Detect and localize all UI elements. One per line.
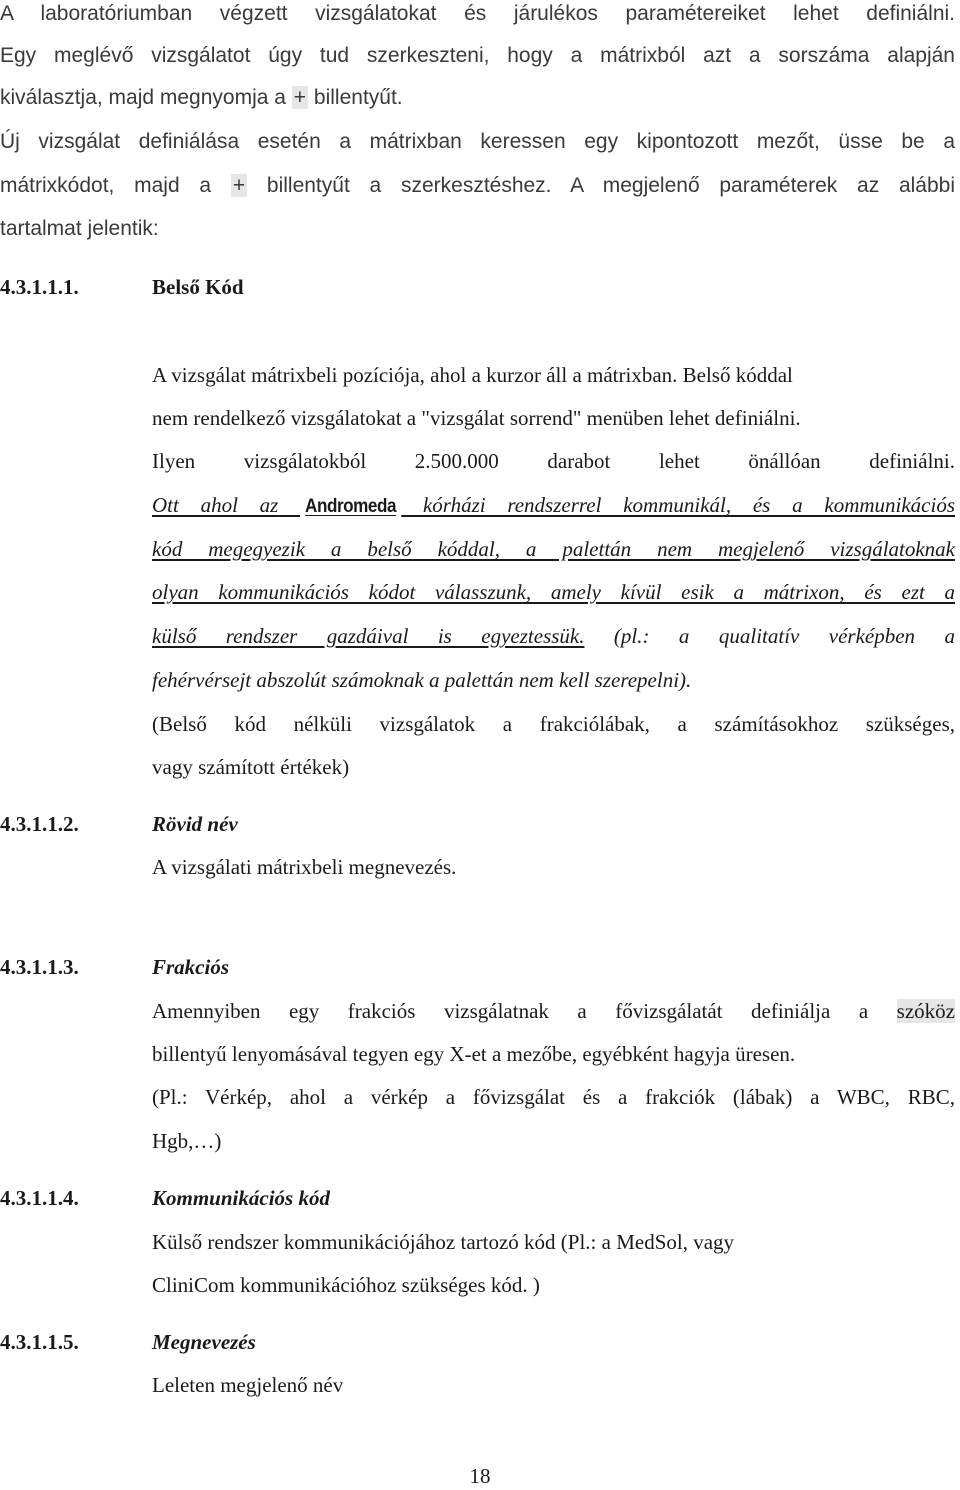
s1-line-3: Ilyen vizsgálatokból 2.500.000 darabot lehet önállóan definiálni. [152,449,955,473]
plus-key: + [293,86,307,109]
section-5-title: Megnevezés [152,1330,256,1354]
s3-line-1-text: Amennyiben egy frakciós vizsgálatnak a fővizsgálatát definiálja a [152,999,869,1023]
intro-line-4: Új vizsgálat definiálása esetén a mátrixban keressen egy kipontozott mezőt, üsse be a [0,130,955,153]
andromeda-brand: Andromeda [305,496,397,517]
section-4-title: Kommunikációs kód [152,1186,330,1210]
s1-line-1: A vizsgálat mátrixbeli pozíciója, ahol a kurzor áll a mátrixban. Belső kóddal [152,363,793,387]
intro-line-1: A laboratóriumban végzett vizsgálatokat és járulékos paramétereiket lehet definiálni. [0,2,955,25]
section-5-number: 4.3.1.1.5. [0,1330,79,1354]
s3-line-4: Hgb,…) [152,1129,222,1153]
s1-line-9: (Belső kód nélküli vizsgálatok a frakciólábak, a számításokhoz szükséges, [152,712,955,736]
s1-line-7-underlined: külső rendszer gazdáival is egyeztessük. [152,624,585,648]
section-4-number: 4.3.1.1.4. [0,1186,79,1210]
s1-line-7 [152,622,955,650]
section-3-number: 4.3.1.1.3. [0,955,79,979]
intro-line-3-text: kiválasztja, majd megnyomja a [0,86,286,109]
s4-line-1: Külső rendszer kommunikációjához tartozó kód (Pl.: a MedSol, vagy [152,1230,735,1254]
section-2-title: Rövid név [152,812,238,836]
section-3-title: Frakciós [152,955,230,979]
s1-line-8: fehérvérsejt abszolút számoknak a palettán nem kell szerepelni). [152,668,692,692]
s1-line-2: nem rendelkező vizsgálatokat a "vizsgálat sorrend" menüben lehet definiálni. [152,406,801,430]
s3-line-2: billentyű lenyomásával tegyen egy X-et a mezőbe, egyébként hagyja üresen. [152,1042,796,1066]
space-key: szóköz [896,999,955,1023]
s1-line-10: vagy számított értékek) [152,755,350,779]
intro-line-5 [0,172,955,200]
s1-line-4-text: Ott ahol az [152,493,279,517]
s3-line-3: (Pl.: Vérkép, ahol a vérkép a fővizsgálat és a frakciók (lábak) a WBC, RBC, [152,1085,955,1109]
s2-line-1: A vizsgálati mátrixbeli megnevezés. [152,855,457,879]
section-1-title: Belső Kód [152,275,244,299]
intro-line-5-end: billentyűt a szerkesztéshez. A megjelenő paraméterek az alábbi [266,174,955,197]
s1-line-7-end: (pl.: a qualitatív vérképben a [613,624,955,648]
section-1-number: 4.3.1.1.1. [0,275,79,299]
plus-key-2: + [232,174,246,197]
s4-line-2: CliniCom kommunikációhoz szükséges kód. ) [152,1273,540,1297]
s3-line-1 [152,997,955,1025]
intro-line-6: tartalmat jelentik: [0,217,159,240]
intro-line-3-end: billentyűt. [313,86,403,109]
intro-line-2: Egy meglévő vizsgálatot úgy tud szerkeszteni, hogy a mátrixból azt a sorszáma alapján [0,44,955,67]
intro-line-5-text: mátrixkódot, majd a [0,174,212,197]
s1-line-4 [152,491,955,521]
s1-line-6: olyan kommunikációs kódot válasszunk, amely kívül esik a mátrixon, és ezt a [152,580,955,604]
page-number: 18 [469,1464,491,1488]
s5-line-1: Leleten megjelenő név [152,1373,344,1397]
intro-line-3 [0,84,403,112]
s1-line-4-end: kórházi rendszerrel kommunikál, és a kommunikációs [422,493,956,517]
s1-line-5: kód megegyezik a belső kóddal, a palettán nem megjelenő vizsgálatoknak [152,537,955,561]
section-2-number: 4.3.1.1.2. [0,812,79,836]
